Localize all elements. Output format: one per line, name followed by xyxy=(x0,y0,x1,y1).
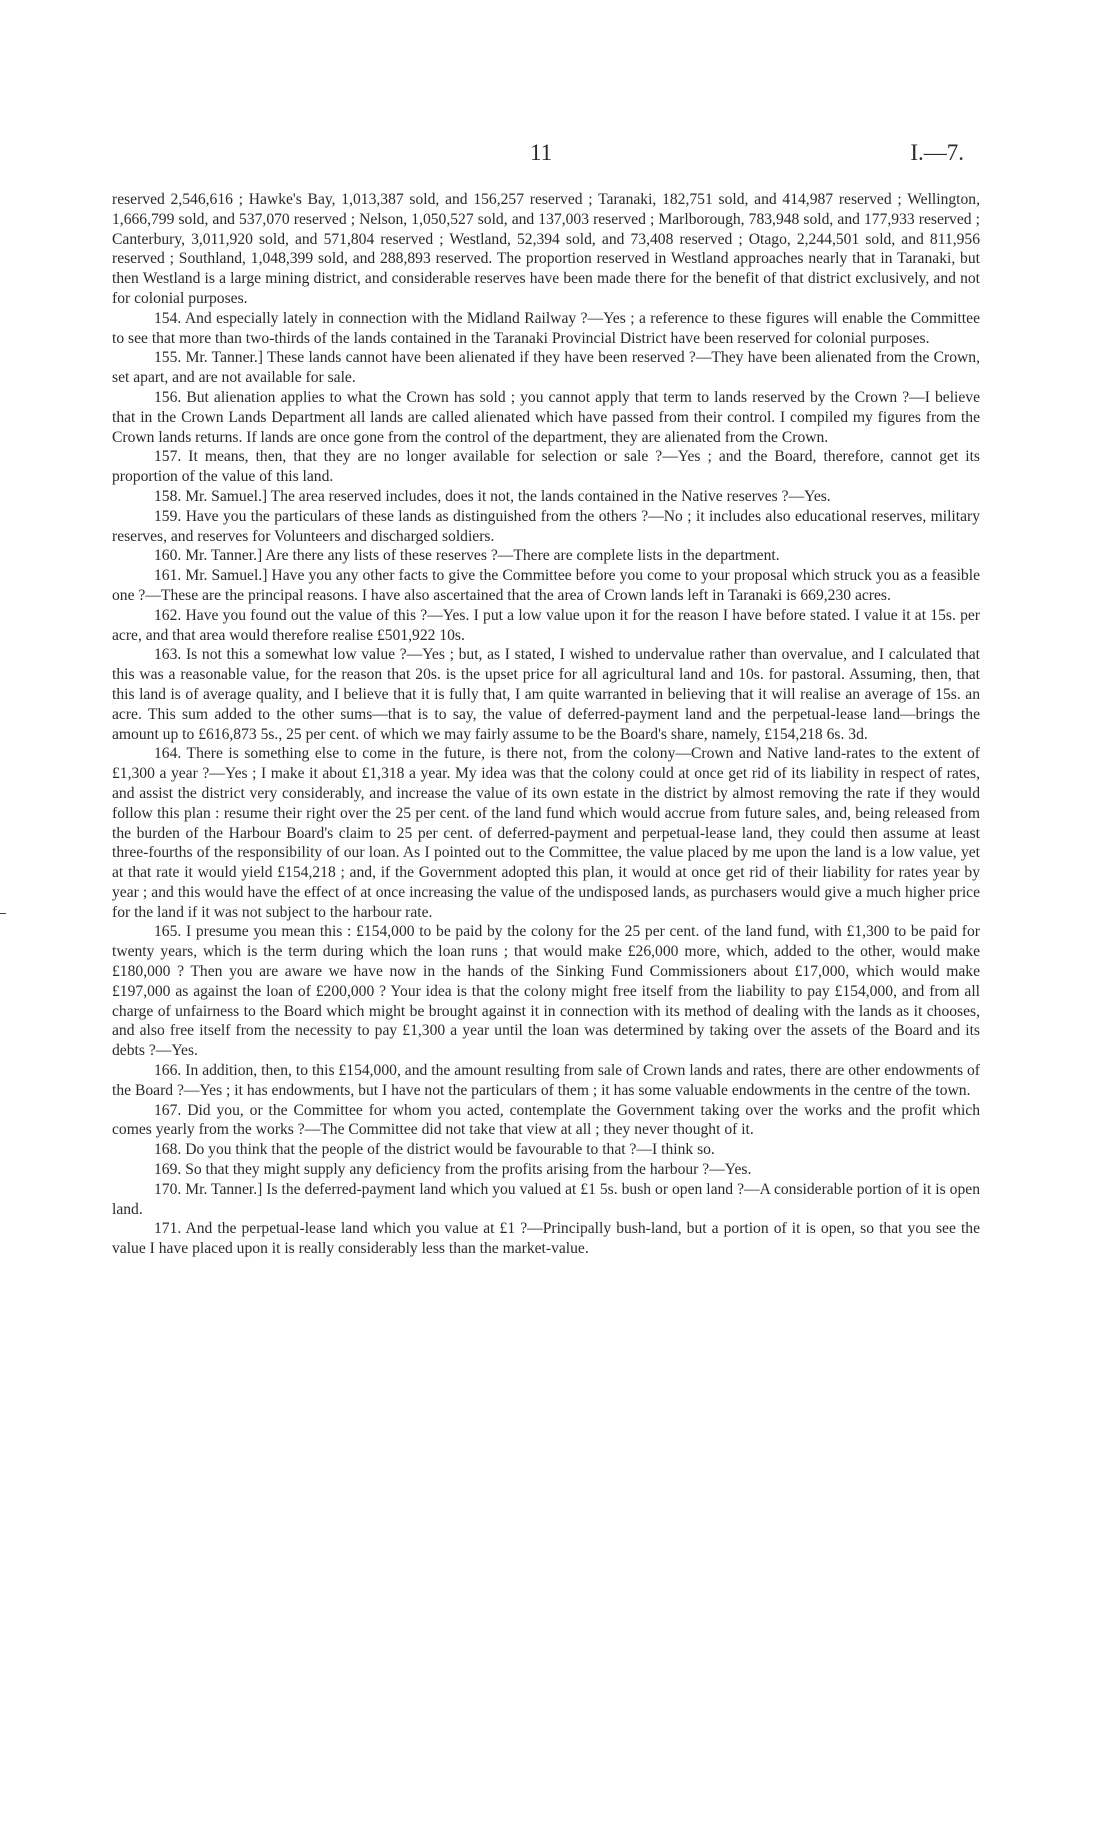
paragraph: 155. Mr. Tanner.] These lands cannot have been alienated if they have been reserved ?—They have been alienated from the Crown, set apart, and are not available for sale. xyxy=(112,349,980,387)
page-number: 11 xyxy=(530,140,553,165)
paragraph: 164. There is something else to come in the future, is there not, from the colony—Crown and Native land-rates to the extent of £1,300 a year ?—Yes ; I make it about £1,318 a year. My idea was that the colony could at once get rid of its liability in respect of rates, and assist the district very considerably, and increase the value of its own estate in the district by almost removing the rate if they would follow this plan : resume their right over the 25 per cent. of the land fund which would accrue from future sales, and, being released from the burden of the Harbour Board's claim to 25 per cent. of deferred-payment and perpetual-lease land, they could then assume at least three-fourths of the responsibility of our loan. As I pointed out to the Committee, the value placed by me upon the land is a low value, yet at that rate it would yield £154,218 ; and, if the Government adopted this plan, it would at once get rid of their liability for rates year by year ; and this would have the effect of at once increasing the value of the undisposed lands, as purchasers would give a much higher price for the land if it was not subject to the harbour rate. xyxy=(112,745,980,921)
paragraph: 168. Do you think that the people of the district would be favourable to that ?—I think so. xyxy=(154,1141,715,1159)
paragraph: 166. In addition, then, to this £154,000, and the amount resulting from sale of Crown lands and rates, there are other endowments of the Board ?—Yes ; it has endowments, but I have not the particulars of them ; it has some valuable endowments in the centre of the town. xyxy=(112,1062,980,1099)
paragraph: 154. And especially lately in connection with the Midland Railway ?—Yes ; a reference to these figures will enable the Committee to see that more than two-thirds of the lands contained in the Taranaki Provincial District have been reserved for colonial purposes. xyxy=(112,309,980,347)
paragraph: 163. Is not this a somewhat low value ?—Yes ; but, as I stated, I wished to undervalue rather than overvalue, and I calculated that this was a reasonable value, for the reason that 20s. is the upset price for all agricultural land and 10s. for pastoral. Assuming, then, that this land is of average quality, and I believe that it is fully that, I am quite warranted in believing that it will realise an average of 15s. an acre. This sum added to the other sums—that is to say, the value of deferred-payment land and the perpetual-lease land—brings the amount up to £616,873 5s., 25 per cent. of which we may fairly assume to be the Board's share, namely, £154,218 6s. 3d. xyxy=(112,646,980,743)
paragraph: 167. Did you, or the Committee for whom you acted, contemplate the Government taking over the works and the profit which comes yearly from the works ?—The Committee did not take that view at all ; they never thought of it. xyxy=(112,1101,980,1139)
paragraph: 170. Mr. Tanner.] Is the deferred-payment land which you valued at £1 5s. bush or open land ?—A considerable portion of it is open land. xyxy=(112,1180,980,1218)
paragraph: 162. Have you found out the value of this ?—Yes. I put a low value upon it for the reason I have before stated. I value it at 15s. per acre, and that area would therefore realise £501,922 10s. xyxy=(112,606,980,644)
paragraph: 169. So that they might supply any deficiency from the profits arising from the harbour ?—Yes. xyxy=(154,1161,752,1179)
paragraph: reserved 2,546,616 ; Hawke's Bay, 1,013,387 sold, and 156,257 reserved ; Taranaki, 182,751 sold, and 414,987 reserved ; Wellington, 1,666,799 sold, and 537,070 reserved ; Nelson, 1,050,527 sold, and 137,003 reserved ; Marlborough, 783,948 sold, and 177,933 reserved ; Canterbury, 3,011,920 sold, and 571,804 reserved ; Westland, 52,394 sold, and 73,408 reserved ; Otago, 2,244,501 sold, and 811,956 reserved ; Southland, 1,048,399 sold, and 288,893 reserved. The proportion reserved in Westland approaches nearly that in Taranaki, but then Westland is a large mining district, and considerable reserves have been made there for the benefit of that district exclusively, and not for colonial purposes. xyxy=(112,191,980,307)
margin-mark xyxy=(0,913,6,914)
page-reference: I.—7. xyxy=(910,140,964,165)
paragraph: 158. Mr. Samuel.] The area reserved includes, does it not, the lands contained in the Native reserves ?—Yes. xyxy=(154,487,831,505)
paragraph: 165. I presume you mean this : £154,000 to be paid by the colony for the 25 per cent. of the land fund, with £1,300 to be paid for twenty years, which is the term during which the loan runs ; that would make £26,000 more, which, added to the other, would make £180,000 ? Then you are aware we have now in the hands of the Sinking Fund Commissioners about £17,000, which would make £197,000 as against the loan of £200,000 ? Your idea is that the colony might free itself from the liability to pay £154,000, and from all charge of unfairness to the Board which might be brought against it in connection with its method of dealing with the lands as it chooses, and also free itself from the necessity to pay £1,300 a year until the loan was determined by taking over the assets of the Board and its debts ?—Yes. xyxy=(112,923,980,1060)
paragraph: 157. It means, then, that they are no longer available for selection or sale ?—Yes ; and the Board, therefore, cannot get its proportion of the value of this land. xyxy=(112,448,980,486)
paragraph: 161. Mr. Samuel.] Have you any other facts to give the Committee before you come to your proposal which struck you as a feasible one ?—These are the principal reasons. I have also ascertained that the area of Crown lands left in Taranaki is 669,230 acres. xyxy=(112,567,980,604)
paragraph: 160. Mr. Tanner.] Are there any lists of these reserves ?—There are complete lists in the department. xyxy=(154,547,780,565)
document-body xyxy=(112,190,980,1259)
paragraph: 156. But alienation applies to what the Crown has sold ; you cannot apply that term to lands reserved by the Crown ?—I believe that in the Crown Lands Department all lands are called alienated which have passed from their control. I compiled my figures from the Crown lands returns. If lands are once gone from the control of the department, they are alienated from the Crown. xyxy=(112,388,980,446)
paragraph: 159. Have you the particulars of these lands as distinguished from the others ?—No ; it includes also educational reserves, military reserves, and reserves for Volunteers and discharged soldiers. xyxy=(112,507,980,545)
paragraph: 171. And the perpetual-lease land which you value at £1 ?—Principally bush-land, but a portion of it is open, so that you see the value I have placed upon it is really considerably less than the market-value. xyxy=(112,1220,980,1258)
